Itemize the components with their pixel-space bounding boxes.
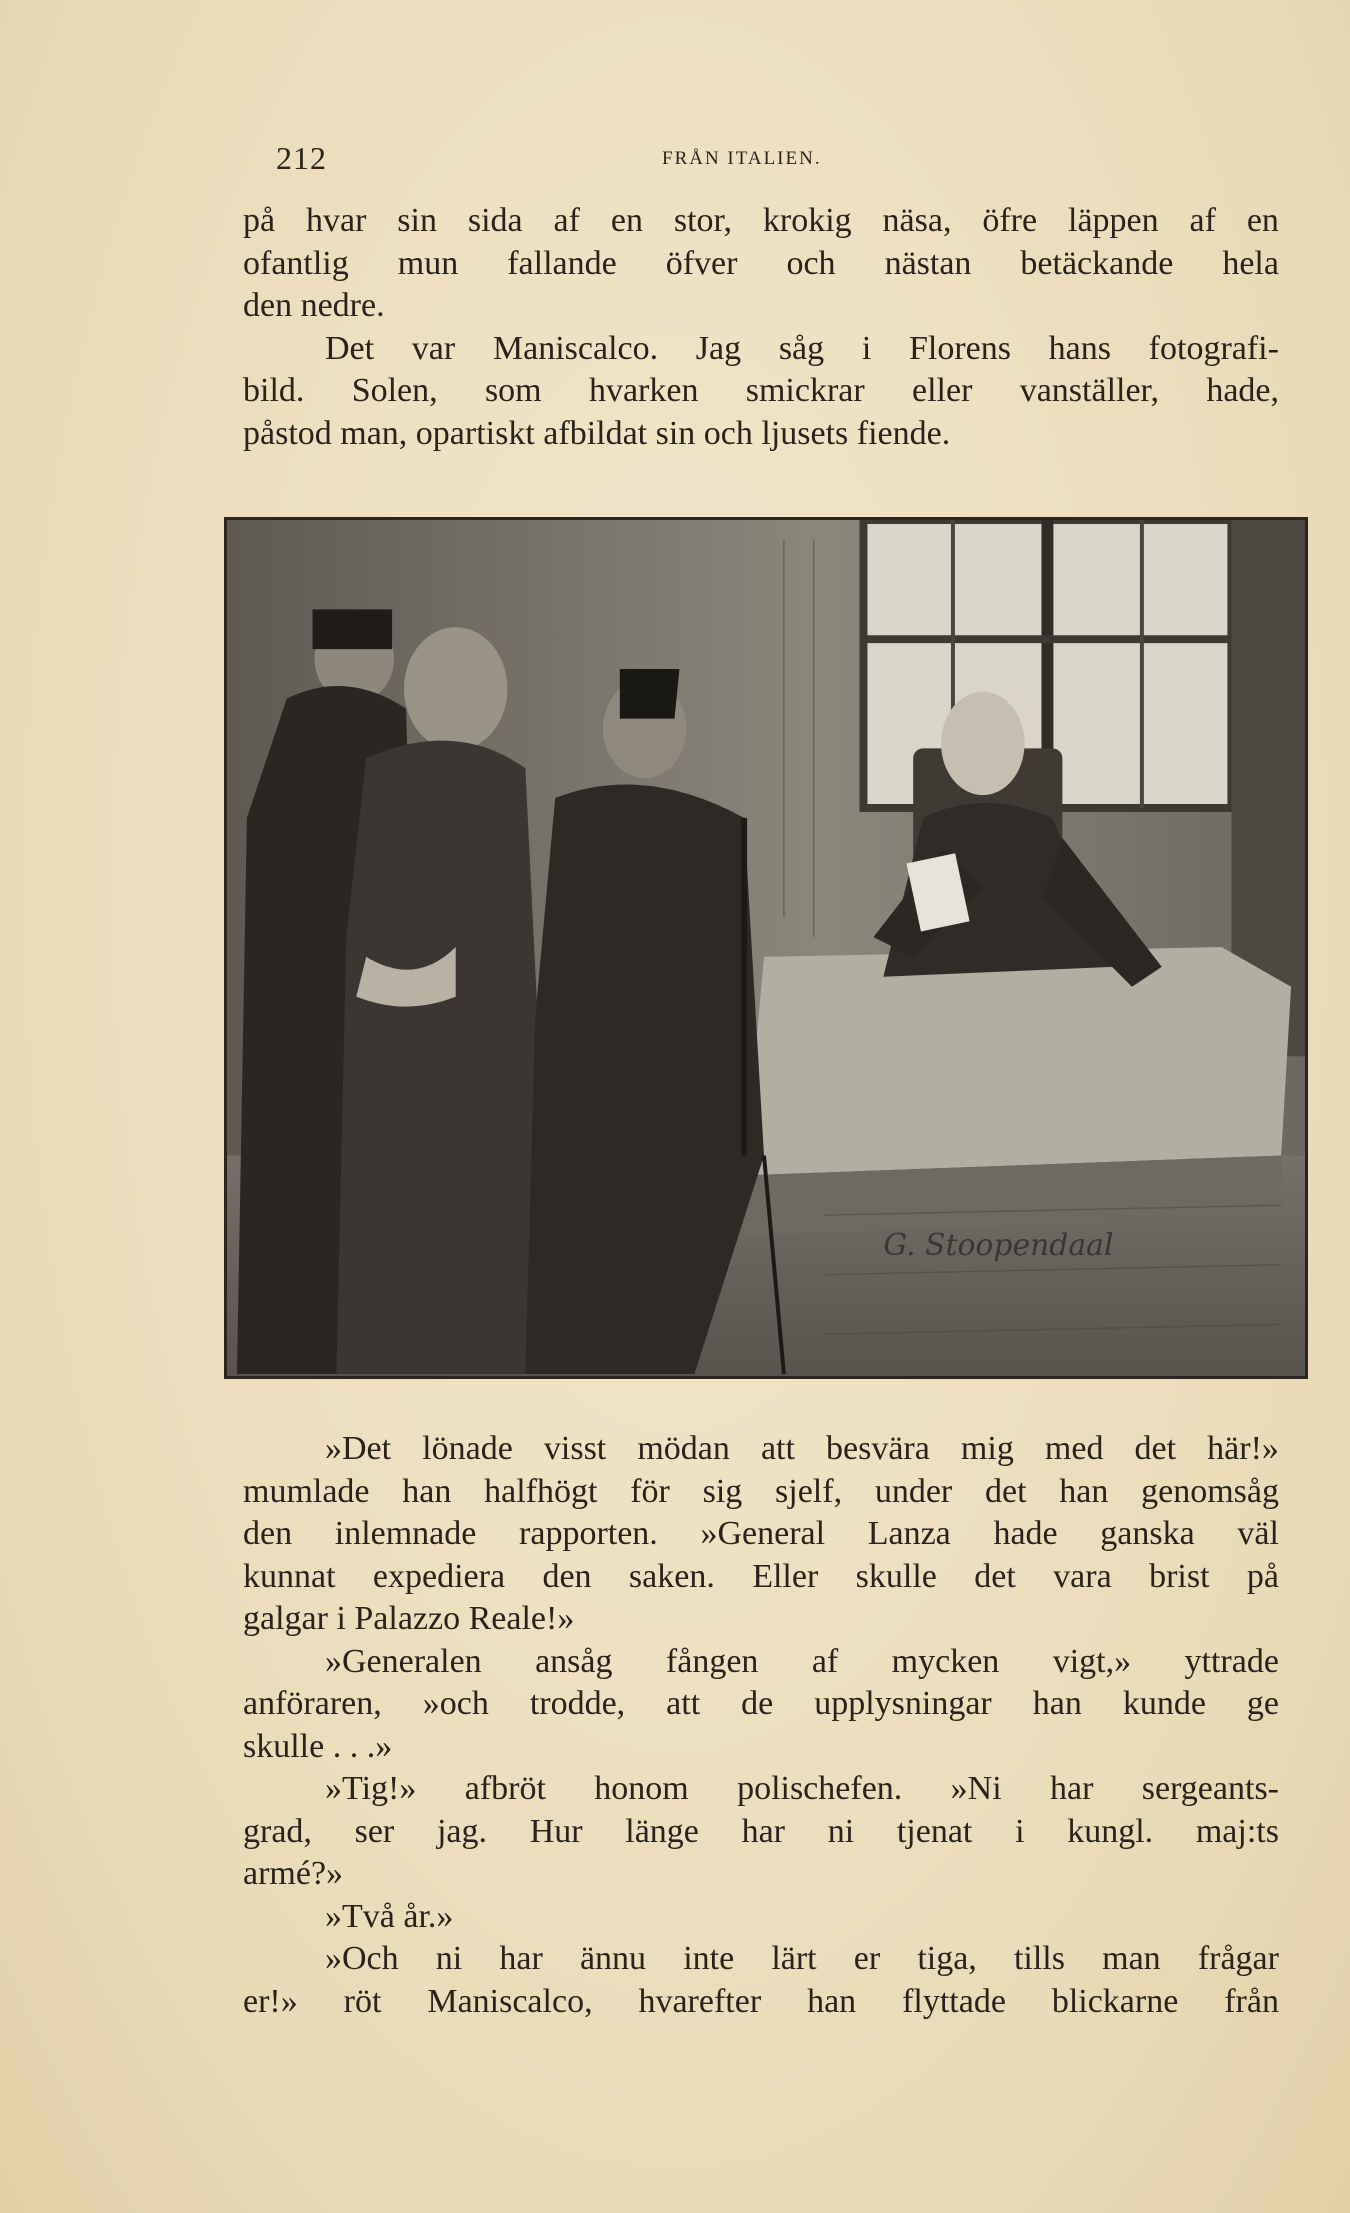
- text-line: [243, 1896, 1279, 1939]
- word: en: [1246, 202, 1279, 239]
- word: ni: [435, 1940, 463, 1977]
- word: blickarne: [1051, 1982, 1179, 2020]
- word: inte: [683, 1940, 735, 1977]
- word: det: [974, 1557, 1016, 1595]
- word: besvära: [826, 1430, 930, 1467]
- word: af: [1189, 202, 1216, 239]
- word: Det: [325, 329, 375, 367]
- interrogation-scene-illustration: [224, 517, 1308, 1379]
- word: från: [1224, 1982, 1279, 2020]
- word: grad,: [243, 1812, 312, 1850]
- word: att: [760, 1430, 795, 1467]
- page-header: [276, 140, 1276, 180]
- word: såg: [778, 329, 825, 367]
- word: den: [243, 1515, 293, 1552]
- word: sergeants-: [1141, 1770, 1279, 1807]
- word: hans: [1048, 329, 1111, 367]
- text-line: [243, 1598, 1279, 1641]
- word: fotografi-: [1148, 329, 1279, 367]
- word: »Och: [325, 1940, 399, 1977]
- word: det: [1134, 1430, 1177, 1467]
- table: [744, 947, 1291, 1175]
- word: vigt,»: [1052, 1642, 1132, 1680]
- word: med: [1044, 1430, 1104, 1467]
- word: kunde: [1122, 1685, 1206, 1722]
- text-line: [243, 243, 1279, 286]
- word: öfver: [665, 244, 738, 282]
- word: i: [861, 329, 872, 367]
- word: att: [666, 1685, 701, 1722]
- word: han: [1059, 1472, 1109, 1510]
- word: »och: [422, 1685, 489, 1722]
- word: mun: [397, 244, 459, 282]
- word: han: [402, 1472, 452, 1510]
- word: ansåg: [535, 1642, 613, 1680]
- line-text: den nedre.: [243, 287, 385, 324]
- word: tills: [1013, 1940, 1065, 1977]
- word: ganska: [1100, 1515, 1195, 1552]
- text-line: [243, 1768, 1279, 1811]
- word: han: [1032, 1685, 1082, 1722]
- word: Eller: [752, 1557, 819, 1595]
- word: Lanza: [867, 1515, 951, 1552]
- word: betäckande: [1020, 244, 1174, 282]
- word: bild.: [243, 372, 305, 409]
- illustration-svg: [227, 520, 1305, 1376]
- word: rapporten.: [519, 1515, 658, 1552]
- word: den: [542, 1557, 592, 1595]
- word: flyttade: [902, 1982, 1006, 2020]
- word: stor,: [673, 202, 732, 239]
- word: visst: [543, 1430, 607, 1467]
- line-text: påstod man, opartiskt afbildat sin och ljusets fiende.: [243, 414, 951, 452]
- word: sjelf,: [775, 1472, 843, 1510]
- word: expediera: [372, 1557, 506, 1595]
- text-line: [243, 370, 1279, 413]
- word: ser: [354, 1812, 395, 1850]
- word: jag.: [436, 1812, 487, 1850]
- word: näsa,: [882, 202, 952, 239]
- word: vara: [1053, 1557, 1112, 1595]
- word: smickrar: [745, 372, 865, 409]
- text-line: [243, 1641, 1279, 1684]
- text-line: [243, 1471, 1279, 1514]
- word: fallande: [507, 244, 617, 282]
- word: lärt: [771, 1940, 817, 1977]
- word: och: [786, 244, 836, 282]
- word: här!»: [1207, 1430, 1279, 1467]
- word: öfre: [982, 202, 1038, 239]
- word: tiga,: [917, 1940, 977, 1977]
- paragraph-top: [243, 200, 1279, 455]
- word: inlemnade: [334, 1515, 477, 1552]
- word: lönade: [422, 1430, 513, 1467]
- line-text: armé?»: [243, 1855, 344, 1892]
- word: upplysningar: [814, 1685, 992, 1722]
- text-line: [243, 285, 1279, 328]
- word: var: [411, 329, 456, 367]
- word: »General: [700, 1515, 826, 1552]
- word: som: [484, 372, 542, 409]
- artist-signature: G. Stoopendaal: [883, 1227, 1114, 1263]
- word: Hur: [529, 1812, 583, 1850]
- word: er: [853, 1940, 881, 1977]
- text-line: [243, 1683, 1279, 1726]
- word: en: [610, 202, 643, 239]
- word: af: [553, 202, 580, 239]
- text-line: [243, 1513, 1279, 1556]
- word: genomsåg: [1141, 1472, 1279, 1510]
- word: hade: [993, 1515, 1058, 1552]
- word: länge: [625, 1812, 699, 1850]
- word: läppen: [1068, 202, 1159, 239]
- word: yttrade: [1184, 1642, 1279, 1680]
- text-line: [243, 1938, 1279, 1981]
- word: skulle: [855, 1557, 937, 1595]
- word: anföraren,: [243, 1685, 382, 1722]
- word: på: [243, 202, 276, 239]
- word: vanställer,: [1019, 372, 1160, 409]
- word: halfhögt: [484, 1472, 598, 1510]
- word: Maniscalco.: [492, 329, 659, 367]
- word: »Ni: [950, 1770, 1002, 1807]
- word: mycken: [891, 1642, 1000, 1680]
- text-line: [243, 328, 1279, 371]
- word: röt: [343, 1982, 382, 2020]
- word: mödan: [637, 1430, 730, 1467]
- word: Solen,: [351, 372, 438, 409]
- word: ännu: [579, 1940, 647, 1977]
- word: sig: [702, 1472, 743, 1510]
- paragraph-bottom: [243, 1428, 1279, 2023]
- word: maj:ts: [1195, 1812, 1279, 1850]
- word: ni: [827, 1812, 855, 1850]
- text-line: [243, 200, 1279, 243]
- word: er!»: [243, 1982, 298, 2020]
- word: »Det: [325, 1430, 392, 1467]
- word: har: [499, 1940, 543, 1977]
- line-text: galgar i Palazzo Reale!»: [243, 1600, 575, 1637]
- word: hvarefter: [638, 1982, 762, 2020]
- word: eller: [912, 372, 973, 409]
- word: frågar: [1197, 1940, 1279, 1977]
- word: Maniscalco,: [427, 1982, 593, 2020]
- word: afbröt: [464, 1770, 546, 1807]
- word: Jag: [695, 329, 742, 367]
- text-line: [243, 1853, 1279, 1896]
- text-line: [243, 1811, 1279, 1854]
- text-line: [243, 1726, 1279, 1769]
- text-line: [243, 1981, 1279, 2024]
- word: fången: [665, 1642, 759, 1680]
- text-line: [243, 413, 1279, 456]
- word: ge: [1246, 1685, 1279, 1722]
- word: sin: [397, 202, 437, 239]
- word: de: [741, 1685, 774, 1722]
- word: af: [811, 1642, 839, 1680]
- word: nästan: [884, 244, 972, 282]
- text-line: [243, 1556, 1279, 1599]
- word: polischefen.: [737, 1770, 903, 1807]
- word: hade,: [1206, 372, 1279, 409]
- word: i: [1015, 1812, 1025, 1850]
- word: man: [1102, 1940, 1161, 1977]
- word: det: [985, 1472, 1027, 1510]
- word: tjenat: [896, 1812, 973, 1850]
- word: »Generalen: [325, 1642, 482, 1680]
- word: ofantlig: [243, 244, 349, 282]
- word: brist: [1149, 1557, 1210, 1595]
- word: kungl.: [1067, 1812, 1154, 1850]
- word: Florens: [908, 329, 1011, 367]
- word: saken.: [628, 1557, 715, 1595]
- page-number: 212: [276, 140, 327, 176]
- word: hvar: [305, 202, 367, 239]
- word: krokig: [762, 202, 852, 239]
- running-head: FRÅN ITALIEN.: [662, 148, 822, 169]
- line-text: »Två år.»: [325, 1897, 454, 1935]
- text-line: [243, 1428, 1279, 1471]
- word: kunnat: [243, 1557, 336, 1595]
- word: hela: [1222, 244, 1279, 282]
- word: under: [874, 1472, 953, 1510]
- word: sida: [467, 202, 523, 239]
- word: väl: [1237, 1515, 1279, 1552]
- word: mig: [960, 1430, 1014, 1467]
- word: han: [807, 1982, 857, 2020]
- word: för: [630, 1472, 670, 1510]
- word: på: [1246, 1557, 1279, 1595]
- word: trodde,: [529, 1685, 626, 1722]
- word: mumlade: [243, 1472, 370, 1510]
- line-text: skulle . . .»: [243, 1727, 393, 1765]
- word: hvarken: [588, 372, 699, 409]
- word: har: [741, 1812, 786, 1850]
- word: »Tig!»: [325, 1770, 417, 1807]
- word: honom: [594, 1770, 689, 1807]
- word: har: [1050, 1770, 1094, 1807]
